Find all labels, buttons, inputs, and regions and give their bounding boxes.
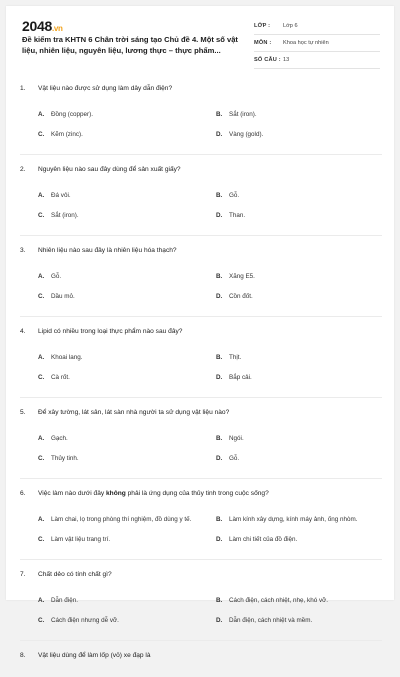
answer-option[interactable]	[38, 191, 210, 211]
question-text: Nguyên liệu nào sau đây dùng để sản xuất giấy?	[38, 166, 181, 173]
meta-row-class	[254, 18, 380, 35]
question-item	[20, 570, 382, 641]
answer-options	[20, 272, 382, 312]
answer-option[interactable]	[38, 373, 210, 393]
option-text: Gạch.	[51, 435, 68, 442]
meta-key: MÔN :	[254, 40, 272, 46]
question-line	[20, 327, 382, 353]
option-text: Dầu mỏ.	[51, 293, 75, 300]
question-line	[20, 165, 382, 191]
option-letter: B.	[216, 192, 223, 199]
option-text: Cồn đốt.	[229, 293, 253, 300]
option-text: Bắp cải.	[229, 374, 252, 381]
question-number: 6.	[20, 490, 26, 497]
quiz-title: Đề kiểm tra KHTN 6 Chân trời sáng tạo Chủ đề 4. Một số vật liệu, nhiên liệu, nguyên liệu, lương thực – thực phẩm...	[22, 35, 238, 55]
option-letter: A.	[38, 111, 45, 118]
meta-row-count	[254, 52, 380, 69]
option-letter: D.	[216, 293, 223, 300]
option-text: Cà rốt.	[51, 374, 70, 381]
answer-option[interactable]	[38, 353, 210, 373]
answer-option[interactable]	[216, 110, 388, 130]
site-logo[interactable]	[22, 18, 63, 34]
meta-key: SỐ CÂU :	[254, 57, 281, 63]
meta-value: 13	[283, 57, 290, 63]
answer-option[interactable]	[38, 211, 210, 231]
option-text: Cách điện nhưng dễ vỡ.	[51, 617, 119, 624]
option-text: Dẫn điện, cách nhiệt và mềm.	[229, 617, 313, 624]
option-text: Sắt (iron).	[229, 111, 257, 118]
option-text: Làm chi tiết của đồ điện.	[229, 536, 298, 543]
option-letter: D.	[216, 536, 223, 543]
answer-option[interactable]	[216, 272, 388, 292]
question-line	[20, 489, 382, 515]
answer-option[interactable]	[216, 616, 388, 636]
option-text: Ngói.	[229, 435, 244, 442]
answer-option[interactable]	[216, 130, 388, 150]
option-text: Dẫn điện.	[51, 597, 78, 604]
quiz-page	[6, 6, 394, 659]
quiz-meta	[254, 18, 380, 69]
answer-options	[20, 596, 382, 636]
option-text: Vàng (gold).	[229, 131, 264, 138]
option-text: Khoai lang.	[51, 354, 83, 361]
answer-option[interactable]	[38, 292, 210, 312]
option-text: Làm vật liệu trang trí.	[51, 536, 111, 543]
logo-text: 2048	[22, 18, 52, 34]
option-letter: B.	[216, 597, 223, 604]
answer-option[interactable]	[216, 535, 388, 555]
option-letter: D.	[216, 212, 223, 219]
question-line	[20, 651, 382, 677]
question-number: 5.	[20, 409, 26, 416]
option-text: Gỗ.	[229, 455, 240, 462]
question-divider	[20, 154, 382, 155]
question-divider	[20, 640, 382, 641]
answer-option[interactable]	[216, 211, 388, 231]
option-text: Gỗ.	[229, 192, 240, 199]
option-text: Làm kính xây dựng, kính máy ảnh, ống nhòm.	[229, 516, 358, 523]
option-letter: C.	[38, 455, 45, 462]
option-letter: D.	[216, 131, 223, 138]
answer-option[interactable]	[216, 353, 388, 373]
meta-row-subject	[254, 35, 380, 52]
question-divider	[20, 478, 382, 479]
answer-option[interactable]	[216, 292, 388, 312]
question-divider	[20, 316, 382, 317]
option-letter: A.	[38, 435, 45, 442]
question-line	[20, 570, 382, 596]
option-letter: A.	[38, 354, 45, 361]
question-text: Nhiên liệu nào sau đây là nhiên liệu hóa thạch?	[38, 247, 177, 254]
option-letter: B.	[216, 273, 223, 280]
option-letter: A.	[38, 516, 45, 523]
option-text: Xăng E5.	[229, 273, 255, 280]
option-letter: A.	[38, 192, 45, 199]
option-letter: C.	[38, 374, 45, 381]
logo-suffix: .vn	[51, 24, 63, 33]
option-text: Đồng (copper).	[51, 111, 93, 118]
option-letter: B.	[216, 435, 223, 442]
option-text: Cách điện, cách nhiệt, nhẹ, khó vỡ.	[229, 597, 328, 604]
option-letter: A.	[38, 273, 45, 280]
option-text: Thịt.	[229, 354, 242, 361]
answer-option[interactable]	[216, 454, 388, 474]
question-text-emphasis: không	[106, 490, 126, 497]
question-item	[20, 408, 382, 479]
answer-option[interactable]	[38, 454, 210, 474]
question-text: Vật liệu nào được sử dụng làm dây dẫn điện?	[38, 85, 173, 92]
question-text: Để xây tường, lát sân, lát sàn nhà người ta sử dụng vật liệu nào?	[38, 409, 230, 416]
answer-option[interactable]	[38, 130, 210, 150]
option-text: Than.	[229, 212, 246, 219]
question-text-part: Việc làm nào dưới đây	[38, 490, 106, 497]
answer-option[interactable]	[216, 191, 388, 211]
question-number: 4.	[20, 328, 26, 335]
question-divider	[20, 235, 382, 236]
question-item	[20, 165, 382, 236]
option-letter: B.	[216, 111, 223, 118]
answer-option[interactable]	[216, 596, 388, 616]
question-number: 7.	[20, 571, 26, 578]
option-text: Làm chai, lọ trong phòng thí nghiệm, đồ dùng y tế.	[51, 516, 192, 523]
answer-option[interactable]	[38, 110, 210, 130]
option-text: Gỗ.	[51, 273, 62, 280]
question-item	[20, 327, 382, 398]
question-text-part: phải là ứng dụng của thủy tinh trong cuộc sống?	[125, 490, 269, 497]
question-number: 3.	[20, 247, 26, 254]
option-letter: B.	[216, 516, 223, 523]
question-number: 1.	[20, 85, 26, 92]
answer-option[interactable]	[38, 272, 210, 292]
answer-options	[20, 353, 382, 393]
option-text: Kẽm (zinc).	[51, 131, 83, 138]
option-text: Sắt (iron).	[51, 212, 79, 219]
meta-key: LỚP :	[254, 23, 271, 29]
question-text: Vật liệu dùng để làm lốp (vỏ) xe đạp là	[38, 652, 151, 659]
option-letter: D.	[216, 374, 223, 381]
meta-value: Lớp 6	[283, 23, 298, 29]
question-item	[20, 489, 382, 560]
answer-option[interactable]	[38, 535, 210, 555]
option-letter: D.	[216, 455, 223, 462]
option-letter: C.	[38, 293, 45, 300]
answer-option[interactable]	[38, 434, 210, 454]
option-text: Đá vôi.	[51, 192, 71, 199]
answer-option[interactable]	[216, 434, 388, 454]
option-letter: C.	[38, 131, 45, 138]
question-text: Chất dẻo có tính chất gì?	[38, 571, 112, 578]
question-number: 2.	[20, 166, 26, 173]
question-item	[20, 246, 382, 317]
option-letter: C.	[38, 212, 45, 219]
answer-option[interactable]	[38, 596, 210, 616]
question-text	[38, 489, 382, 499]
option-text: Thủy tinh.	[51, 455, 79, 462]
answer-option[interactable]	[216, 515, 388, 535]
answer-option[interactable]	[38, 515, 210, 535]
question-divider	[20, 397, 382, 398]
question-item	[20, 651, 382, 677]
question-divider	[20, 559, 382, 560]
option-letter: C.	[38, 617, 45, 624]
question-line	[20, 84, 382, 110]
option-letter: C.	[38, 536, 45, 543]
option-letter: A.	[38, 597, 45, 604]
option-letter: D.	[216, 617, 223, 624]
answer-option[interactable]	[38, 616, 210, 636]
meta-value: Khoa học tự nhiên	[283, 40, 329, 46]
answer-options	[20, 434, 382, 474]
answer-option[interactable]	[216, 373, 388, 393]
question-number: 8.	[20, 652, 26, 659]
quiz-header	[6, 6, 394, 76]
question-item	[20, 84, 382, 155]
answer-options	[20, 515, 382, 555]
option-letter: B.	[216, 354, 223, 361]
question-text: Lipid có nhiều trong loại thực phẩm nào sau đây?	[38, 328, 183, 335]
question-list	[20, 84, 382, 677]
question-line	[20, 246, 382, 272]
answer-options	[20, 110, 382, 150]
answer-options	[20, 191, 382, 231]
question-line	[20, 408, 382, 434]
